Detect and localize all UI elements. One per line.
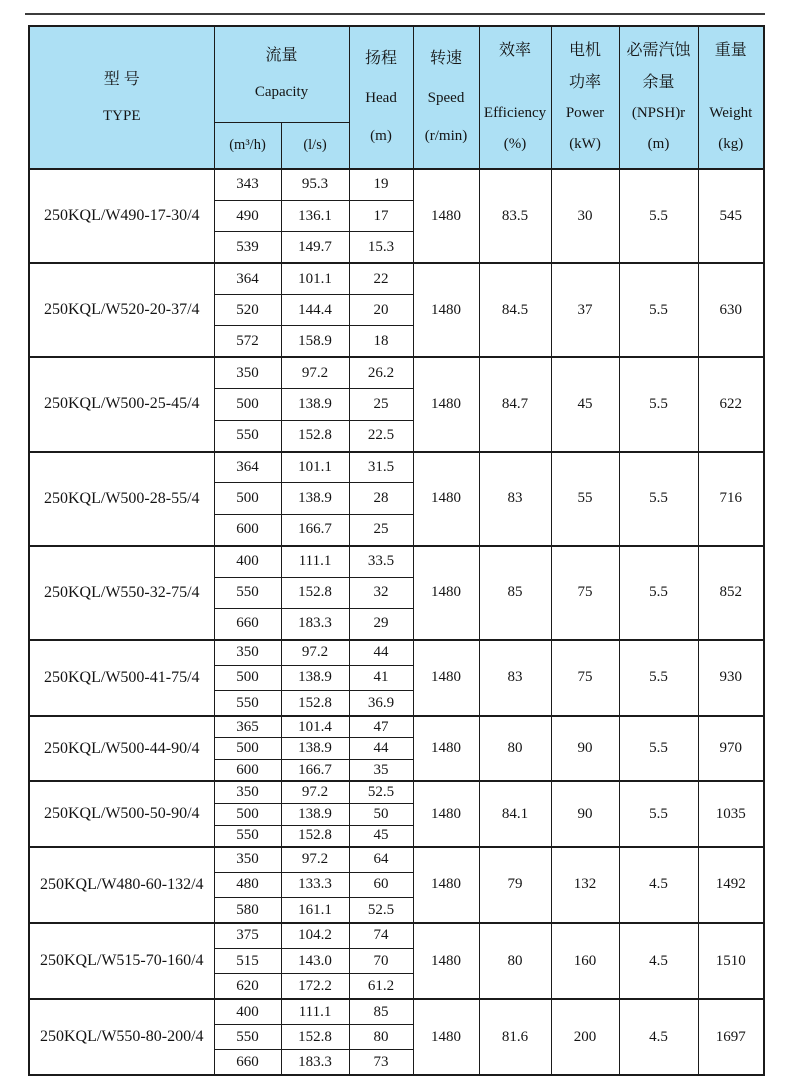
flow-ls-cell: 152.8 xyxy=(281,825,349,847)
npsh-cell: 5.5 xyxy=(619,169,698,263)
pump-type-cell: 250KQL/W500-41-75/4 xyxy=(29,640,214,716)
header-head xyxy=(349,26,413,169)
head-cell: 73 xyxy=(349,1050,413,1075)
header-type-zh: 型 号 xyxy=(103,70,140,88)
flow-ls-cell: 138.9 xyxy=(281,389,349,420)
head-cell: 25 xyxy=(349,389,413,420)
power-cell: 37 xyxy=(551,263,619,357)
flow-m3h-cell: 350 xyxy=(214,357,281,388)
flow-m3h-cell: 620 xyxy=(214,974,281,999)
npsh-cell: 4.5 xyxy=(619,923,698,999)
flow-m3h-cell: 500 xyxy=(214,738,281,760)
header-efficiency-zh: 效率 xyxy=(499,42,532,60)
head-cell: 45 xyxy=(349,825,413,847)
flow-m3h-cell: 600 xyxy=(214,760,281,782)
flow-m3h-cell: 364 xyxy=(214,452,281,483)
header-power-unit: (kW) xyxy=(569,135,601,152)
flow-ls-cell: 183.3 xyxy=(281,1050,349,1075)
npsh-cell: 5.5 xyxy=(619,263,698,357)
top-rule-divider xyxy=(25,13,765,15)
head-cell: 17 xyxy=(349,200,413,231)
efficiency-cell: 84.1 xyxy=(479,781,551,846)
weight-cell: 716 xyxy=(698,452,764,546)
header-unit-m3h: (m³/h) xyxy=(214,122,281,169)
npsh-cell: 5.5 xyxy=(619,357,698,451)
flow-m3h-cell: 660 xyxy=(214,1050,281,1075)
speed-cell: 1480 xyxy=(413,169,479,263)
table-row xyxy=(29,640,764,665)
power-cell: 30 xyxy=(551,169,619,263)
flow-ls-cell: 166.7 xyxy=(281,514,349,545)
speed-cell: 1480 xyxy=(413,357,479,451)
flow-ls-cell: 138.9 xyxy=(281,738,349,760)
header-speed-en: Speed xyxy=(427,89,465,106)
head-cell: 64 xyxy=(349,847,413,872)
table-row xyxy=(29,357,764,388)
header-power-zh-line2: 功率 xyxy=(569,73,602,91)
speed-cell: 1480 xyxy=(413,923,479,999)
flow-ls-cell: 95.3 xyxy=(281,169,349,200)
head-cell: 41 xyxy=(349,665,413,690)
flow-ls-cell: 97.2 xyxy=(281,847,349,872)
efficiency-cell: 83.5 xyxy=(479,169,551,263)
flow-ls-cell: 183.3 xyxy=(281,608,349,639)
head-cell: 70 xyxy=(349,948,413,973)
header-power-zh-line1: 电机 xyxy=(569,42,602,60)
table-row xyxy=(29,716,764,738)
weight-cell: 545 xyxy=(698,169,764,263)
flow-m3h-cell: 350 xyxy=(214,640,281,665)
flow-m3h-cell: 515 xyxy=(214,948,281,973)
npsh-cell: 5.5 xyxy=(619,716,698,781)
head-cell: 18 xyxy=(349,326,413,357)
efficiency-cell: 85 xyxy=(479,546,551,640)
flow-ls-cell: 97.2 xyxy=(281,357,349,388)
head-cell: 31.5 xyxy=(349,452,413,483)
table-row xyxy=(29,546,764,577)
header-type-en: TYPE xyxy=(103,107,141,124)
head-cell: 80 xyxy=(349,1025,413,1050)
head-cell: 32 xyxy=(349,577,413,608)
efficiency-cell: 80 xyxy=(479,923,551,999)
weight-cell: 1697 xyxy=(698,999,764,1075)
header-head-zh: 扬程 xyxy=(365,50,398,68)
flow-m3h-cell: 550 xyxy=(214,577,281,608)
pump-type-cell: 250KQL/W515-70-160/4 xyxy=(29,923,214,999)
efficiency-cell: 79 xyxy=(479,847,551,923)
weight-cell: 970 xyxy=(698,716,764,781)
flow-m3h-cell: 350 xyxy=(214,847,281,872)
pump-type-cell: 250KQL/W550-80-200/4 xyxy=(29,999,214,1075)
head-cell: 28 xyxy=(349,483,413,514)
head-cell: 33.5 xyxy=(349,546,413,577)
power-cell: 160 xyxy=(551,923,619,999)
speed-cell: 1480 xyxy=(413,546,479,640)
pump-type-cell: 250KQL/W500-50-90/4 xyxy=(29,781,214,846)
efficiency-cell: 80 xyxy=(479,716,551,781)
flow-m3h-cell: 550 xyxy=(214,1025,281,1050)
flow-ls-cell: 161.1 xyxy=(281,898,349,923)
header-speed xyxy=(413,26,479,169)
flow-m3h-cell: 550 xyxy=(214,420,281,451)
flow-ls-cell: 136.1 xyxy=(281,200,349,231)
flow-m3h-cell: 400 xyxy=(214,999,281,1024)
speed-cell: 1480 xyxy=(413,781,479,846)
flow-ls-cell: 104.2 xyxy=(281,923,349,948)
flow-ls-cell: 172.2 xyxy=(281,974,349,999)
flow-m3h-cell: 580 xyxy=(214,898,281,923)
pump-type-cell: 250KQL/W500-25-45/4 xyxy=(29,357,214,451)
flow-ls-cell: 101.1 xyxy=(281,263,349,294)
flow-m3h-cell: 520 xyxy=(214,295,281,326)
header-npsh-zh-line1: 必需汽蚀 xyxy=(626,42,691,60)
speed-cell: 1480 xyxy=(413,999,479,1075)
header-weight xyxy=(698,26,764,169)
flow-m3h-cell: 500 xyxy=(214,483,281,514)
weight-cell: 1492 xyxy=(698,847,764,923)
flow-ls-cell: 97.2 xyxy=(281,781,349,803)
head-cell: 44 xyxy=(349,738,413,760)
pump-type-cell: 250KQL/W480-60-132/4 xyxy=(29,847,214,923)
flow-ls-cell: 133.3 xyxy=(281,872,349,897)
head-cell: 25 xyxy=(349,514,413,545)
power-cell: 90 xyxy=(551,716,619,781)
flow-ls-cell: 143.0 xyxy=(281,948,349,973)
flow-ls-cell: 152.8 xyxy=(281,420,349,451)
head-cell: 19 xyxy=(349,169,413,200)
flow-ls-cell: 149.7 xyxy=(281,232,349,263)
speed-cell: 1480 xyxy=(413,452,479,546)
speed-cell: 1480 xyxy=(413,716,479,781)
flow-ls-cell: 97.2 xyxy=(281,640,349,665)
power-cell: 132 xyxy=(551,847,619,923)
weight-cell: 630 xyxy=(698,263,764,357)
table-row xyxy=(29,999,764,1024)
head-cell: 52.5 xyxy=(349,781,413,803)
pump-type-cell: 250KQL/W550-32-75/4 xyxy=(29,546,214,640)
head-cell: 52.5 xyxy=(349,898,413,923)
flow-ls-cell: 111.1 xyxy=(281,999,349,1024)
head-cell: 36.9 xyxy=(349,691,413,716)
head-cell: 74 xyxy=(349,923,413,948)
flow-ls-cell: 138.9 xyxy=(281,665,349,690)
header-row-1 xyxy=(29,26,764,122)
efficiency-cell: 83 xyxy=(479,640,551,716)
weight-cell: 1510 xyxy=(698,923,764,999)
flow-m3h-cell: 480 xyxy=(214,872,281,897)
efficiency-cell: 81.6 xyxy=(479,999,551,1075)
header-head-unit: (m) xyxy=(370,127,392,144)
header-capacity xyxy=(214,26,349,122)
head-cell: 47 xyxy=(349,716,413,738)
flow-m3h-cell: 600 xyxy=(214,514,281,545)
header-type xyxy=(29,26,214,169)
npsh-cell: 4.5 xyxy=(619,999,698,1075)
header-head-en: Head xyxy=(365,89,397,106)
header-speed-zh: 转速 xyxy=(430,50,463,68)
flow-m3h-cell: 660 xyxy=(214,608,281,639)
pump-type-cell: 250KQL/W500-44-90/4 xyxy=(29,716,214,781)
flow-m3h-cell: 365 xyxy=(214,716,281,738)
efficiency-cell: 83 xyxy=(479,452,551,546)
table-row xyxy=(29,452,764,483)
head-cell: 22 xyxy=(349,263,413,294)
flow-ls-cell: 101.4 xyxy=(281,716,349,738)
power-cell: 75 xyxy=(551,640,619,716)
header-npsh xyxy=(619,26,698,169)
flow-m3h-cell: 500 xyxy=(214,803,281,825)
efficiency-cell: 84.5 xyxy=(479,263,551,357)
flow-m3h-cell: 500 xyxy=(214,665,281,690)
table-row xyxy=(29,263,764,294)
header-unit-ls: (l/s) xyxy=(281,122,349,169)
table-row xyxy=(29,923,764,948)
flow-m3h-cell: 400 xyxy=(214,546,281,577)
weight-cell: 1035 xyxy=(698,781,764,846)
head-cell: 35 xyxy=(349,760,413,782)
table-row xyxy=(29,169,764,200)
flow-ls-cell: 152.8 xyxy=(281,1025,349,1050)
header-npsh-unit: (m) xyxy=(647,135,670,152)
pump-spec-table xyxy=(28,25,765,1076)
flow-ls-cell: 101.1 xyxy=(281,452,349,483)
weight-cell: 930 xyxy=(698,640,764,716)
power-cell: 75 xyxy=(551,546,619,640)
flow-ls-cell: 166.7 xyxy=(281,760,349,782)
npsh-cell: 5.5 xyxy=(619,781,698,846)
flow-ls-cell: 158.9 xyxy=(281,326,349,357)
pump-type-cell: 250KQL/W500-28-55/4 xyxy=(29,452,214,546)
header-capacity-zh: 流量 xyxy=(265,47,298,65)
header-efficiency-en: Efficiency xyxy=(483,105,547,122)
head-cell: 44 xyxy=(349,640,413,665)
header-weight-en: Weight xyxy=(709,105,753,122)
head-cell: 22.5 xyxy=(349,420,413,451)
head-cell: 15.3 xyxy=(349,232,413,263)
power-cell: 45 xyxy=(551,357,619,451)
npsh-cell: 5.5 xyxy=(619,452,698,546)
header-power-en: Power xyxy=(565,105,605,122)
npsh-cell: 4.5 xyxy=(619,847,698,923)
npsh-cell: 5.5 xyxy=(619,640,698,716)
head-cell: 60 xyxy=(349,872,413,897)
flow-m3h-cell: 550 xyxy=(214,691,281,716)
header-npsh-zh-line2: 余量 xyxy=(642,73,675,91)
flow-m3h-cell: 539 xyxy=(214,232,281,263)
head-cell: 50 xyxy=(349,803,413,825)
flow-m3h-cell: 500 xyxy=(214,389,281,420)
power-cell: 55 xyxy=(551,452,619,546)
speed-cell: 1480 xyxy=(413,263,479,357)
head-cell: 29 xyxy=(349,608,413,639)
flow-ls-cell: 111.1 xyxy=(281,546,349,577)
pump-type-cell: 250KQL/W520-20-37/4 xyxy=(29,263,214,357)
speed-cell: 1480 xyxy=(413,640,479,716)
header-efficiency xyxy=(479,26,551,169)
pump-spec-sheet xyxy=(28,25,765,1076)
header-weight-zh: 重量 xyxy=(714,42,747,60)
npsh-cell: 5.5 xyxy=(619,546,698,640)
head-cell: 61.2 xyxy=(349,974,413,999)
header-weight-unit: (kg) xyxy=(718,135,744,152)
weight-cell: 622 xyxy=(698,357,764,451)
flow-m3h-cell: 375 xyxy=(214,923,281,948)
header-efficiency-unit: (%) xyxy=(503,135,527,152)
head-cell: 20 xyxy=(349,295,413,326)
table-row xyxy=(29,781,764,803)
flow-ls-cell: 152.8 xyxy=(281,691,349,716)
flow-m3h-cell: 490 xyxy=(214,200,281,231)
efficiency-cell: 84.7 xyxy=(479,357,551,451)
speed-cell: 1480 xyxy=(413,847,479,923)
header-speed-unit: (r/min) xyxy=(424,127,468,144)
head-cell: 85 xyxy=(349,999,413,1024)
weight-cell: 852 xyxy=(698,546,764,640)
head-cell: 26.2 xyxy=(349,357,413,388)
flow-m3h-cell: 550 xyxy=(214,825,281,847)
header-capacity-en: Capacity xyxy=(254,84,309,101)
header-power xyxy=(551,26,619,169)
power-cell: 90 xyxy=(551,781,619,846)
flow-m3h-cell: 572 xyxy=(214,326,281,357)
flow-ls-cell: 152.8 xyxy=(281,577,349,608)
flow-m3h-cell: 350 xyxy=(214,781,281,803)
table-row xyxy=(29,847,764,872)
flow-ls-cell: 138.9 xyxy=(281,483,349,514)
flow-m3h-cell: 364 xyxy=(214,263,281,294)
pump-type-cell: 250KQL/W490-17-30/4 xyxy=(29,169,214,263)
flow-ls-cell: 138.9 xyxy=(281,803,349,825)
flow-ls-cell: 144.4 xyxy=(281,295,349,326)
flow-m3h-cell: 343 xyxy=(214,169,281,200)
power-cell: 200 xyxy=(551,999,619,1075)
header-npsh-en: (NPSH)r xyxy=(631,105,686,122)
